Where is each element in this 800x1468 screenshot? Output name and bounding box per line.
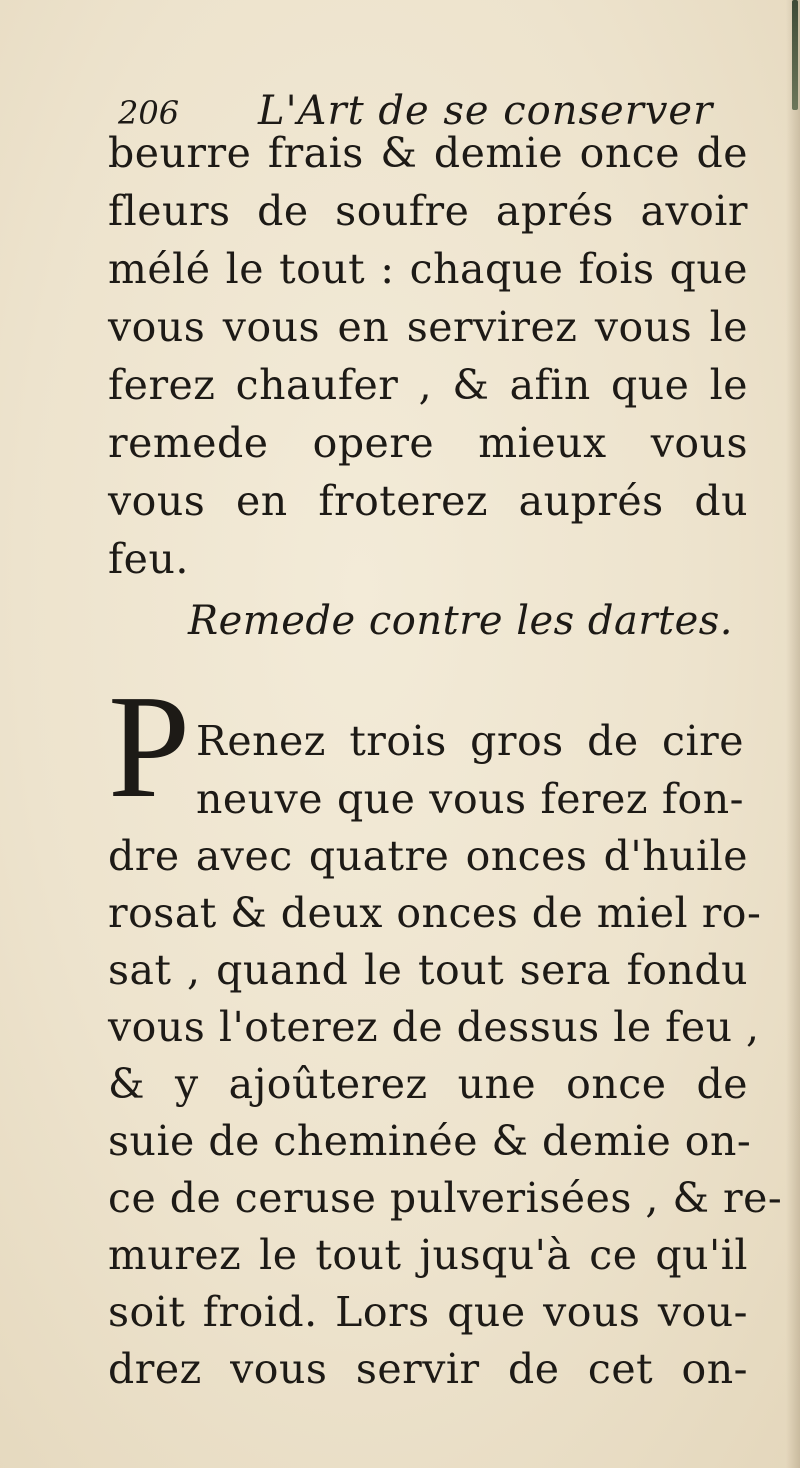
text-line: suie de cheminée & demie on- bbox=[108, 1117, 752, 1165]
text-line: vous vous en servirez vous le bbox=[108, 303, 748, 351]
text-line: ce de ceruse pulverisées , & re- bbox=[108, 1174, 783, 1222]
text-line: ferez chaufer , & afin que le bbox=[108, 361, 748, 409]
section-heading: Remede contre les dartes. bbox=[188, 598, 733, 644]
paragraph-opening-lines bbox=[196, 712, 744, 828]
binding-mark bbox=[792, 0, 798, 110]
text-line: dre avec quatre onces d'huile bbox=[108, 832, 748, 880]
paragraph-body bbox=[108, 828, 783, 1398]
text-line: murez le tout jusqu'à ce qu'il bbox=[108, 1231, 748, 1279]
text-line: neuve que vous ferez fon- bbox=[196, 775, 744, 823]
text-line: feu. bbox=[108, 535, 189, 583]
text-line: vous l'oterez de dessus le feu , bbox=[108, 1003, 760, 1051]
text-line: Renez trois gros de cire bbox=[196, 717, 744, 765]
text-line: soit froid. Lors que vous vou- bbox=[108, 1288, 748, 1336]
page-edge-shadow bbox=[786, 0, 800, 1468]
running-title: L'Art de se conserver bbox=[258, 88, 714, 134]
text-line: fleurs de soufre aprés avoir bbox=[108, 187, 748, 235]
text-line: drez vous servir de cet on- bbox=[108, 1345, 748, 1393]
page-number: 206 bbox=[118, 94, 180, 132]
text-line: mélé le tout : chaque fois que bbox=[108, 245, 748, 293]
text-line: sat , quand le tout sera fondu bbox=[108, 946, 748, 994]
paragraph-continued bbox=[108, 124, 748, 588]
text-line: remede opere mieux vous bbox=[108, 419, 748, 467]
text-line: beurre frais & demie once de bbox=[108, 129, 748, 177]
text-line: rosat & deux onces de miel ro- bbox=[108, 889, 762, 937]
text-line: & y ajoûterez une once de bbox=[108, 1060, 748, 1108]
text-line: vous en froterez auprés du bbox=[108, 477, 748, 525]
drop-cap: P bbox=[108, 665, 191, 829]
